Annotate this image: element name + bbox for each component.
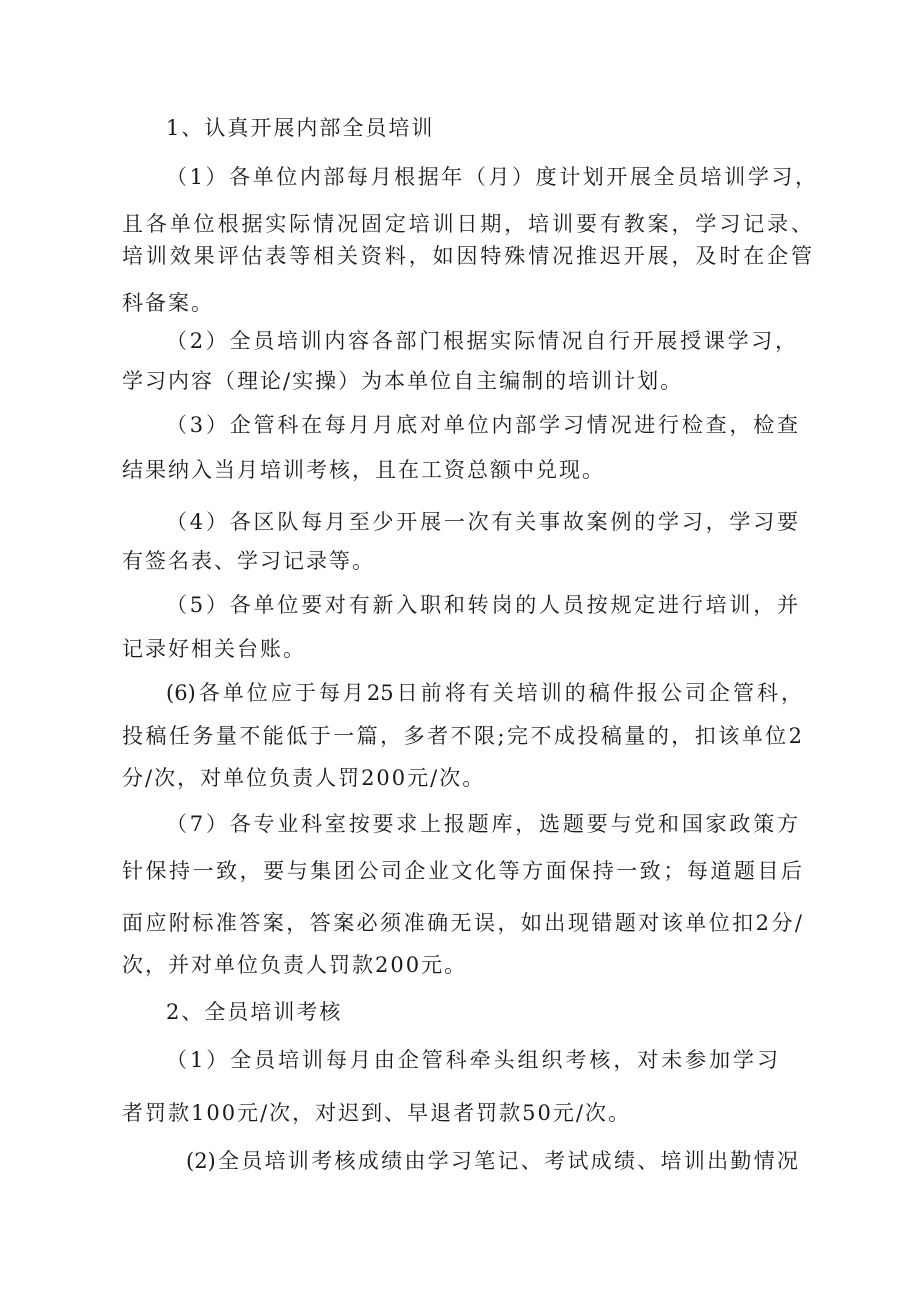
paragraph-5-line-2: 记录好相关台账。: [122, 637, 306, 661]
section-heading-1: 1、认真开展内部全员培训: [166, 116, 435, 140]
paragraph-5-line-1: （5）各单位要对有新入职和转岗的人员按规定进行培训，并: [166, 593, 798, 617]
paragraph-3-line-2: 结果纳入当月培训考核，且在工资总额中兑现。: [122, 458, 605, 482]
paragraph-6-line-1: (6)各单位应于每月25日前将有关培训的稿件报公司企管科，: [166, 681, 802, 705]
paragraph-2-line-1: （2）全员培训内容各部门根据实际情况自行开展授课学习，: [166, 329, 796, 353]
paragraph-7-line-4: 次，并对单位负责人罚款200元。: [122, 953, 468, 977]
paragraph-9-line-1: (2)全员培训考核成绩由学习笔记、考试成绩、培训出勤情况: [186, 1149, 798, 1173]
paragraph-8-line-1: （1）全员培训每月由企管科牵头组织考核，对未参加学习: [166, 1048, 778, 1072]
paragraph-6-line-3: 分/次，对单位负责人罚200元/次。: [122, 766, 486, 790]
paragraph-1-line-1: （1）各单位内部每月根据年（月）度计划开展全员培训学习，: [166, 165, 816, 189]
paragraph-4-line-2: 有签名表、学习记录等。: [122, 549, 375, 573]
paragraph-6-line-2: 投稿任务量不能低于一篇，多者不限;完不成投稿量的，扣该单位2: [122, 724, 802, 748]
paragraph-7-line-2: 针保持一致，要与集团公司企业文化等方面保持一致；每道题目后: [122, 859, 802, 883]
paragraph-7-line-1: （7）各专业科室按要求上报题库，选题要与党和国家政策方: [166, 812, 798, 836]
paragraph-7-line-3: 面应附标准答案，答案必须准确无误，如出现错题对该单位扣2分/: [122, 911, 802, 935]
paragraph-1-line-4: 科备案。: [122, 291, 214, 315]
paragraph-2-line-2: 学习内容（理论/实操）为本单位自主编制的培训计划。: [122, 369, 684, 393]
section-heading-2: 2、全员培训考核: [166, 1000, 343, 1024]
paragraph-4-line-1: （4）各区队每月至少开展一次有关事故案例的学习，学习要: [166, 510, 798, 534]
paragraph-1-line-2: 且各单位根据实际情况固定培训日期，培训要有教案，学习记录、: [122, 212, 812, 236]
paragraph-8-line-2: 者罚款100元/次，对迟到、早退者罚款50元/次。: [122, 1101, 631, 1125]
paragraph-3-line-1: （3）企管科在每月月底对单位内部学习情况进行检查，检查: [166, 413, 798, 437]
paragraph-1-line-3: 培训效果评估表等相关资料，如因特殊情况推迟开展，及时在企管: [122, 244, 812, 268]
